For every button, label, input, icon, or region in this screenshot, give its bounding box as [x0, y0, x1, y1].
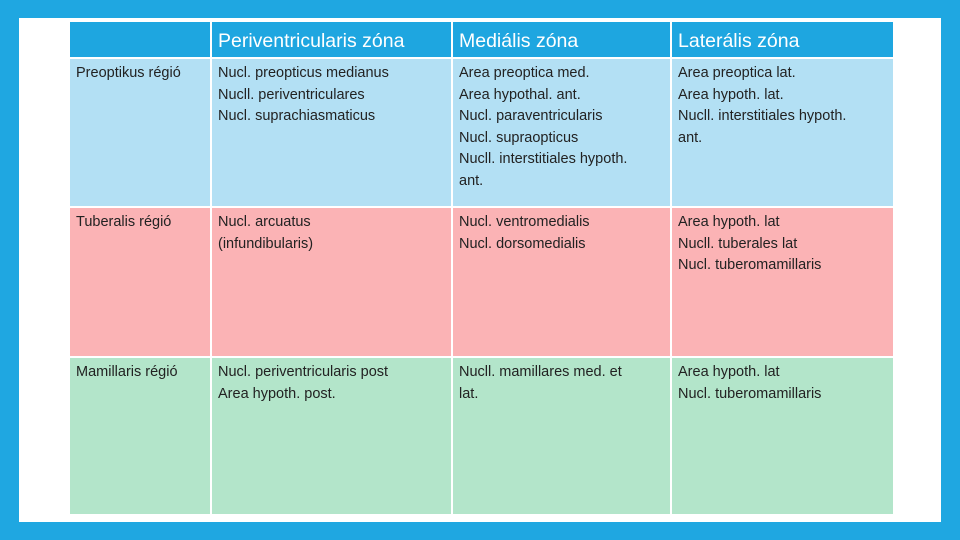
cell-preoptic-periventricular [212, 59, 453, 208]
nucleus-item: Nucl. tuberomamillaris [678, 385, 822, 402]
header-lateral-zone: Laterális zóna [672, 22, 895, 59]
nucleus-item: Area preoptica lat. [678, 65, 796, 81]
cell-mamillary-lateral [672, 358, 895, 516]
nucleus-item: Nucll. interstitiales hypoth. [459, 151, 628, 167]
table-row-tuberal [70, 208, 895, 358]
nucleus-item: Nucll. tuberales lat [678, 235, 798, 252]
nucleus-item: Nucl. preopticus medianus [218, 65, 389, 81]
cell-mamillary-periventricular [212, 358, 453, 516]
nucleus-item: Nucl. tuberomamillaris [678, 257, 822, 273]
nucleus-item: Area hypoth. lat [678, 364, 780, 380]
nucleus-item: Nucll. periventriculares [218, 86, 365, 103]
nucleus-item: Area preoptica med. [459, 65, 590, 81]
table-header-row [70, 22, 895, 59]
cell-mamillary-medial [453, 358, 672, 516]
cell-tuberal-lateral [672, 208, 895, 358]
nucleus-item: Nucll. interstitiales hypoth. [678, 108, 847, 124]
nucleus-item: Nucl. suprachiasmaticus [218, 108, 376, 124]
nucleus-item: Area hypothal. ant. [459, 86, 581, 103]
header-periventricular-zone: Periventricularis zóna [212, 22, 453, 59]
nucleus-item: Area hypoth. post. [218, 385, 336, 402]
nucleus-item: Area hypoth. lat. [678, 86, 784, 103]
header-corner-cell [70, 22, 212, 59]
cell-preoptic-medial [453, 59, 672, 208]
cell-preoptic-lateral [672, 59, 895, 208]
header-medial-zone: Mediális zóna [453, 22, 672, 59]
cell-tuberal-medial [453, 208, 672, 358]
nucleus-item: Nucl. arcuatus [218, 214, 311, 230]
nucleus-item: ant. [678, 129, 703, 146]
nucleus-item: ant. [459, 172, 484, 189]
nucleus-item: Nucl. periventricularis post [218, 364, 389, 380]
nucleus-item: lat. [459, 385, 479, 402]
nucleus-item: Nucl. paraventricularis [459, 108, 603, 124]
row-label-tuberal: Tuberalis régió [70, 208, 212, 358]
nucleus-item: Area hypoth. lat [678, 214, 780, 230]
nucleus-item: (infundibularis) [218, 235, 314, 252]
slide [19, 18, 941, 522]
nucleus-item: Nucll. mamillares med. et [459, 364, 622, 380]
nucleus-item: Nucl. dorsomedialis [459, 235, 586, 252]
table-row-preoptic [70, 59, 895, 208]
hypothalamus-nuclei-table [70, 22, 895, 516]
table-row-mamillary [70, 358, 895, 516]
cell-tuberal-periventricular [212, 208, 453, 358]
row-label-preoptic: Preoptikus régió [70, 59, 212, 208]
row-label-mamillary: Mamillaris régió [70, 358, 212, 516]
nucleus-item: Nucl. supraopticus [459, 129, 579, 146]
nucleus-item: Nucl. ventromedialis [459, 214, 590, 230]
